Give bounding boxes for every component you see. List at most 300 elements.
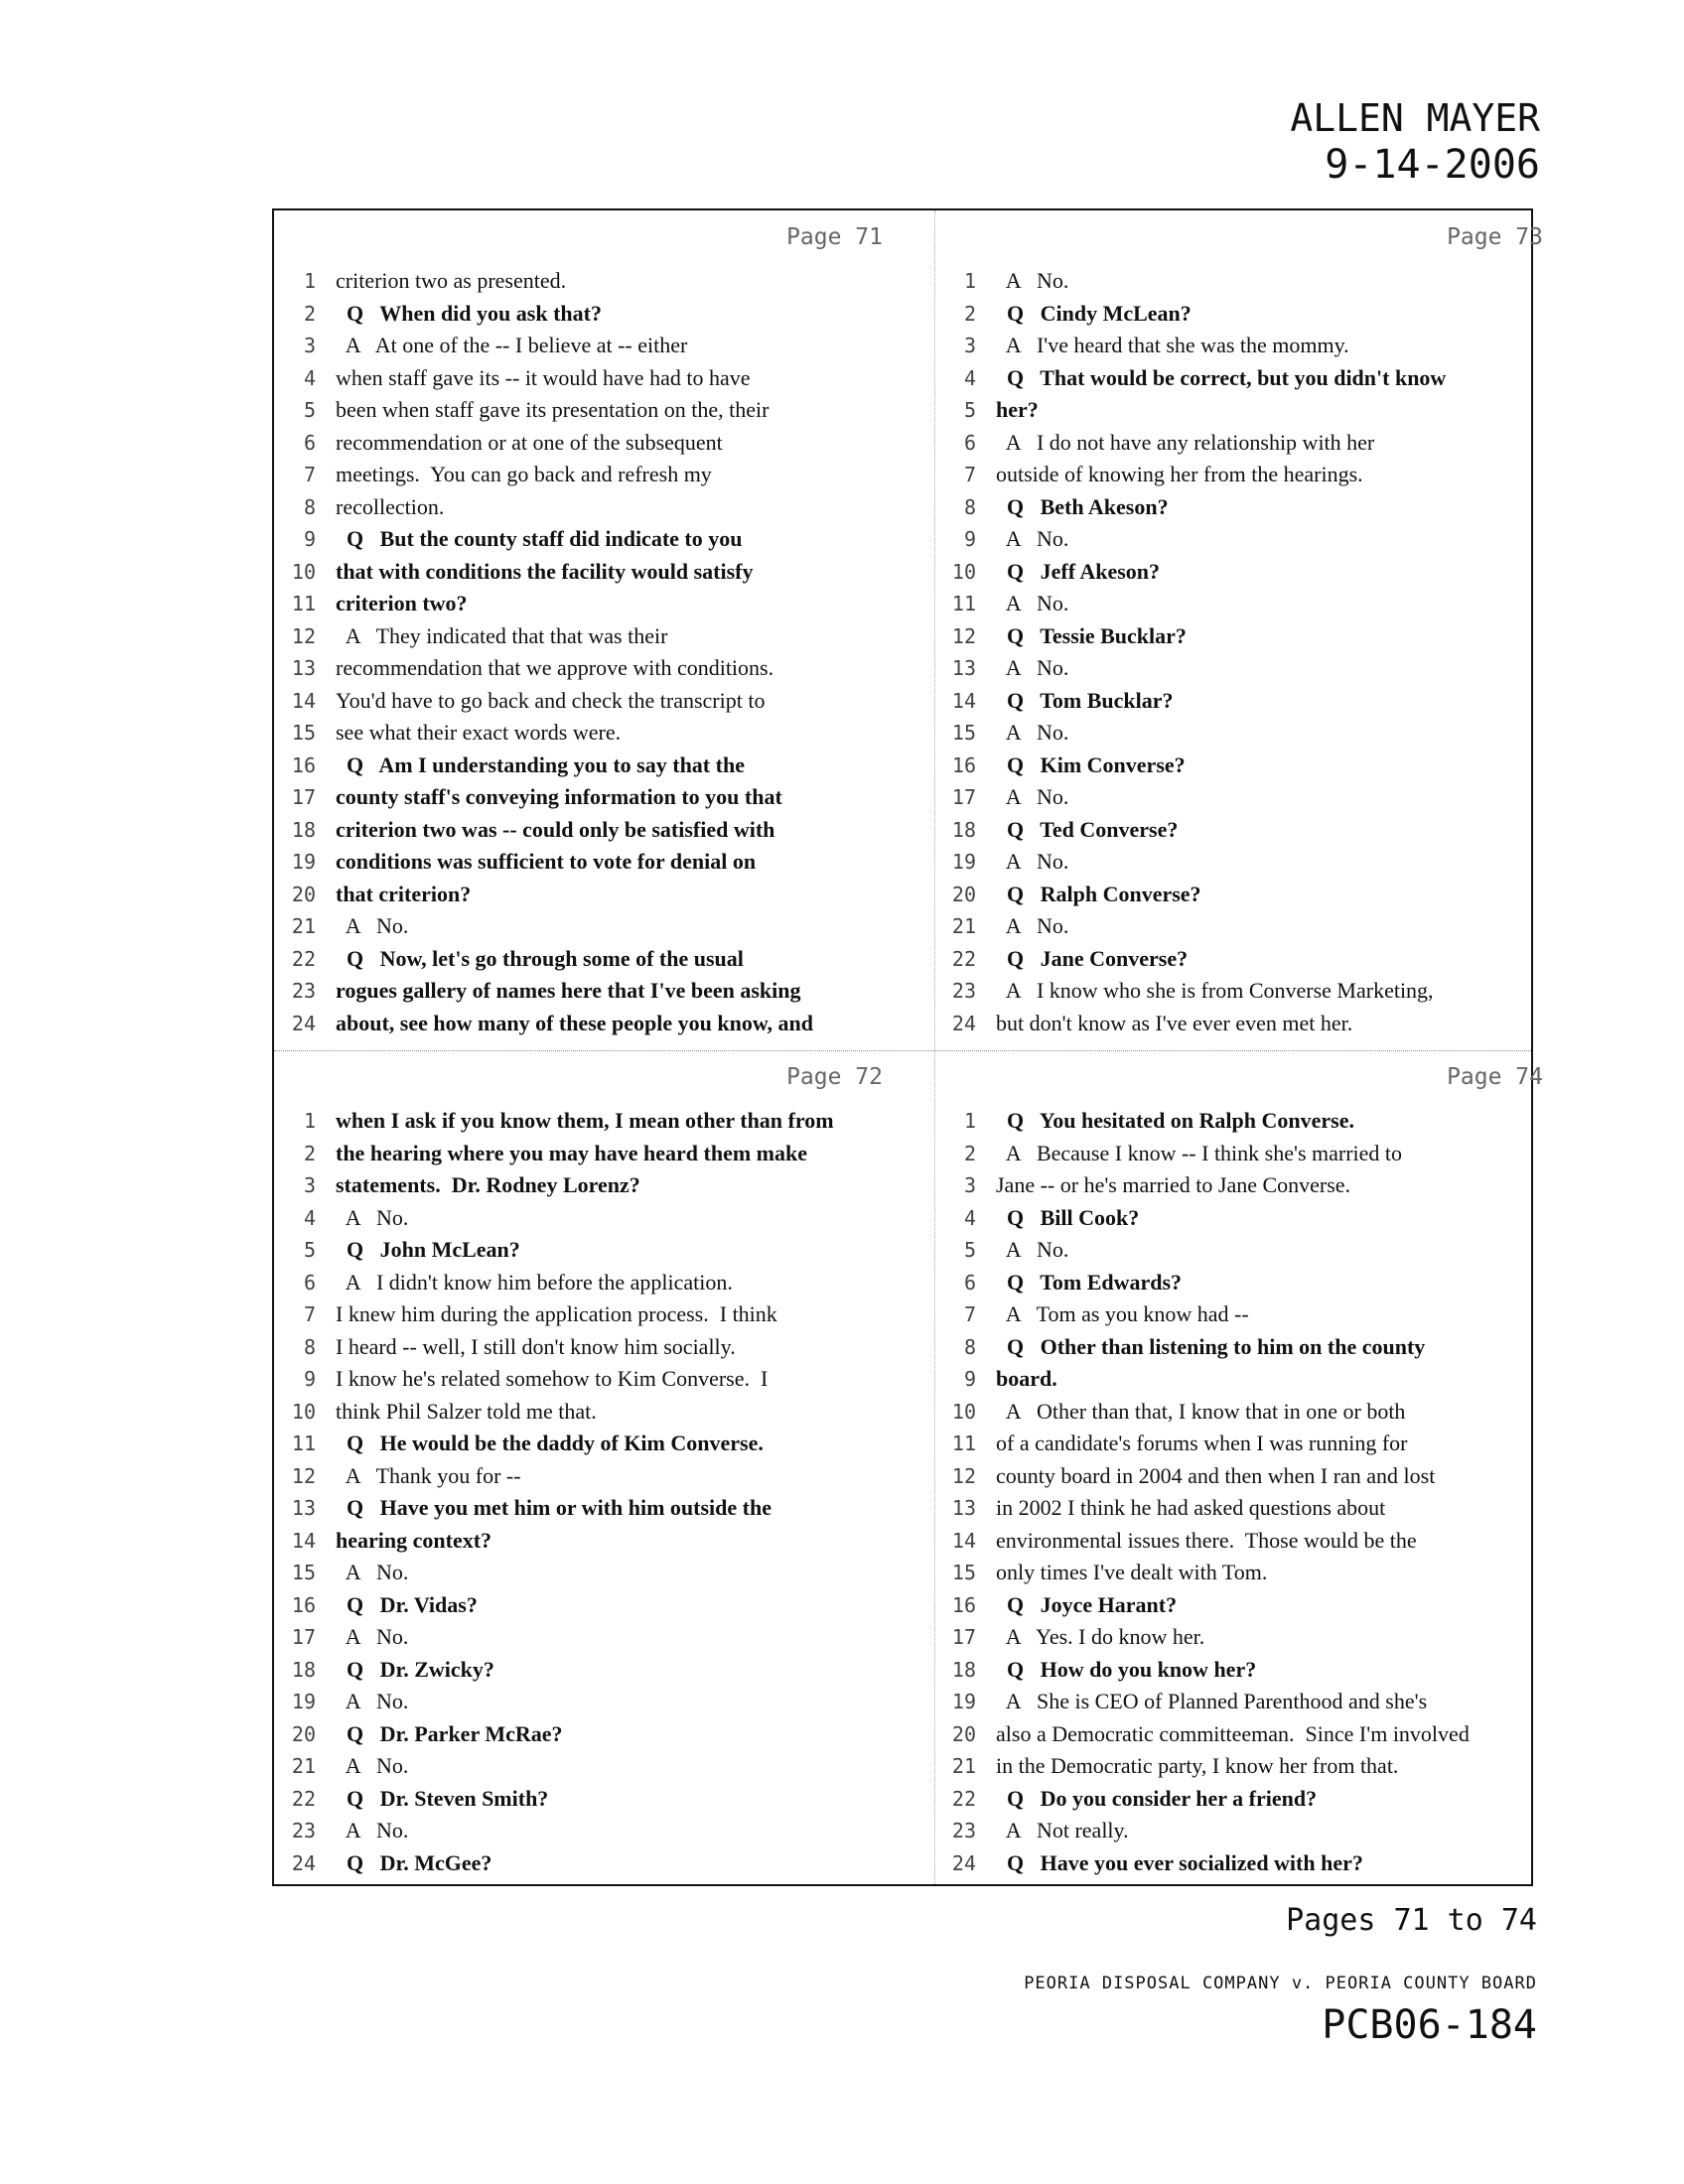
transcript-line [934, 1268, 1595, 1300]
transcript-line [274, 880, 934, 912]
transcript-line [274, 1784, 934, 1817]
transcript-line [934, 847, 1595, 880]
line-number: 1 [963, 269, 976, 293]
transcript-line [934, 266, 1595, 299]
transcript-line [934, 363, 1595, 396]
line-number: 12 [951, 1463, 976, 1488]
line-text: Q Jeff Akeson? [996, 558, 1160, 584]
transcript-line [274, 1590, 934, 1623]
transcript-line [934, 751, 1595, 783]
witness-name: ALLEN MAYER [1290, 96, 1540, 140]
line-number: 13 [951, 1496, 976, 1520]
transcript-line [934, 1687, 1595, 1719]
transcript-line [274, 621, 934, 654]
line-number: 16 [291, 752, 316, 777]
line-number: 24 [951, 1011, 976, 1035]
line-text: about, see how many of these people you know, and [336, 1010, 814, 1035]
line-text: A Other than that, I know that in one or both [996, 1398, 1406, 1424]
line-text: I heard -- well, I still don't know him socially. [336, 1333, 736, 1359]
line-text: Q Dr. Steven Smith? [336, 1785, 549, 1811]
transcript-line [934, 944, 1595, 977]
line-number: 4 [303, 365, 316, 390]
transcript-line [274, 847, 934, 880]
line-number: 11 [951, 592, 976, 615]
transcript-line [934, 653, 1595, 686]
transcript-line [274, 751, 934, 783]
transcript-line [274, 524, 934, 557]
transcript-line [934, 1009, 1595, 1041]
transcript-line [274, 428, 934, 461]
line-text: A I didn't know him before the application. [336, 1269, 733, 1295]
transcript-line [274, 1139, 934, 1171]
line-number: 6 [303, 1270, 316, 1295]
line-number: 9 [303, 1367, 316, 1391]
line-text: county staff's conveying information to you that [336, 784, 782, 809]
transcript-line [934, 1203, 1595, 1236]
transcript-line [274, 1622, 934, 1655]
line-number: 8 [303, 1334, 316, 1359]
line-number: 3 [963, 334, 976, 357]
transcript-line [934, 911, 1595, 944]
line-number: 20 [291, 1721, 316, 1746]
line-text: Q Dr. Zwicky? [336, 1656, 494, 1682]
transcript-line [934, 1816, 1595, 1848]
line-number: 12 [291, 623, 316, 648]
line-text: hearing context? [336, 1527, 492, 1553]
transcript-line [934, 428, 1595, 461]
transcript-line [274, 1429, 934, 1461]
transcript-line [934, 1139, 1595, 1171]
transcript-line [274, 1848, 934, 1881]
line-text: recommendation or at one of the subsequent [336, 429, 723, 455]
line-text: A No. [336, 1624, 409, 1649]
case-caption: PEORIA DISPOSAL COMPANY v. PEORIA COUNTY BOARD [1024, 1974, 1537, 1993]
line-number: 7 [963, 1302, 976, 1326]
transcript-line [274, 1170, 934, 1203]
transcript-line [934, 460, 1595, 492]
page-lines [934, 266, 1595, 1040]
line-text: conditions was sufficient to vote for denial on [336, 849, 757, 874]
line-number: 7 [303, 1302, 316, 1326]
line-number: 22 [951, 946, 976, 971]
page-lines [274, 266, 934, 1040]
page-lines [934, 1106, 1595, 1880]
line-text: Q Beth Akeson? [996, 493, 1169, 519]
transcript-line [934, 1461, 1595, 1494]
line-number: 19 [291, 850, 316, 874]
line-text: recommendation that we approve with conditions. [336, 655, 774, 680]
line-number: 11 [951, 1432, 976, 1455]
transcript-page-74 [934, 1050, 1595, 1892]
line-number: 6 [963, 1270, 976, 1295]
line-text: A They indicated that that was their [336, 622, 668, 648]
line-number: 5 [303, 1238, 316, 1262]
line-number: 20 [951, 1721, 976, 1746]
line-text: meetings. You can go back and refresh my [336, 462, 712, 486]
transcript-line [274, 911, 934, 944]
line-text: A No. [996, 1237, 1069, 1262]
transcript-line [274, 589, 934, 621]
transcript-line [274, 1397, 934, 1430]
pages-range: Pages 71 to 74 [1286, 1903, 1537, 1938]
line-number: 21 [291, 1754, 316, 1778]
line-text: A Thank you for -- [336, 1462, 521, 1488]
line-number: 24 [951, 1850, 976, 1875]
page-number-label: Page 74 [1447, 1064, 1543, 1090]
deposition-date: 9-14-2006 [1325, 142, 1540, 188]
line-number: 12 [291, 1463, 316, 1488]
transcript-line [934, 1397, 1595, 1430]
line-number: 8 [963, 494, 976, 519]
line-text: Q Have you ever socialized with her? [996, 1849, 1363, 1875]
line-text: A I know who she is from Converse Marketing, [996, 978, 1434, 1003]
transcript-line [274, 1299, 934, 1332]
transcript-line [274, 363, 934, 396]
line-text: statements. Dr. Rodney Lorenz? [336, 1172, 640, 1197]
line-number: 21 [291, 914, 316, 938]
transcript-line [934, 1299, 1595, 1332]
line-text: Jane -- or he's married to Jane Converse. [996, 1172, 1351, 1197]
line-text: A No. [996, 913, 1069, 938]
transcript-line [934, 1751, 1595, 1784]
line-number: 16 [291, 1592, 316, 1617]
line-number: 6 [303, 430, 316, 455]
transcript-line [274, 1526, 934, 1559]
line-number: 18 [951, 1657, 976, 1682]
transcript-line [274, 1203, 934, 1236]
line-text: Q Ted Converse? [996, 816, 1179, 842]
line-number: 17 [291, 1625, 316, 1649]
line-text: Q Cindy McLean? [996, 300, 1192, 326]
page-lines [274, 1106, 934, 1880]
line-text: I know he's related somehow to Kim Converse. I [336, 1366, 769, 1391]
line-number: 24 [291, 1011, 316, 1035]
line-text: Q Joyce Harant? [996, 1591, 1178, 1617]
transcript-line [934, 395, 1595, 428]
line-text: Q That would be correct, but you didn't know [996, 364, 1447, 390]
transcript-line [934, 1332, 1595, 1365]
line-number: 2 [303, 301, 316, 326]
docket-number: PCB06-184 [1322, 2002, 1537, 2048]
transcript-line [274, 1364, 934, 1397]
line-text: Q Tom Bucklar? [996, 687, 1174, 713]
transcript-line [274, 1106, 934, 1139]
line-number: 20 [291, 882, 316, 906]
line-number: 23 [291, 1819, 316, 1843]
line-text: Q Bill Cook? [996, 1204, 1140, 1230]
transcript-line [934, 976, 1595, 1009]
line-number: 24 [291, 1850, 316, 1875]
transcript-line [274, 718, 934, 751]
transcript-line [274, 944, 934, 977]
line-number: 15 [951, 721, 976, 745]
line-number: 9 [963, 527, 976, 551]
line-number: 6 [963, 430, 976, 455]
line-text: Q Other than listening to him on the county [996, 1333, 1426, 1359]
line-text: in 2002 I think he had asked questions about [996, 1495, 1386, 1520]
line-number: 4 [963, 365, 976, 390]
line-number: 14 [291, 1528, 316, 1553]
line-text: Q John McLean? [336, 1237, 520, 1262]
line-number: 20 [951, 882, 976, 906]
line-number: 3 [963, 1173, 976, 1197]
line-number: 3 [303, 1173, 316, 1197]
line-text: Q Do you consider her a friend? [996, 1785, 1318, 1811]
transcript-line [934, 1429, 1595, 1461]
transcript-line [274, 1687, 934, 1719]
line-text: Q When did you ask that? [336, 300, 602, 326]
line-number: 18 [291, 817, 316, 842]
line-number: 5 [303, 398, 316, 422]
transcript-line [934, 1622, 1595, 1655]
transcript-line [934, 718, 1595, 751]
line-number: 17 [291, 785, 316, 809]
line-text: A No. [996, 784, 1069, 809]
line-number: 17 [951, 785, 976, 809]
line-number: 3 [303, 334, 316, 357]
transcript-line [934, 492, 1595, 525]
line-text: see what their exact words were. [336, 720, 622, 745]
line-number: 21 [951, 914, 976, 938]
line-text: Q Ralph Converse? [996, 881, 1201, 906]
line-text: Q How do you know her? [996, 1656, 1257, 1682]
transcript-line [934, 1719, 1595, 1752]
line-number: 2 [303, 1141, 316, 1165]
line-text: of a candidate's forums when I was running for [996, 1431, 1408, 1455]
line-number: 2 [963, 301, 976, 326]
line-number: 4 [303, 1205, 316, 1230]
line-text: Q Tessie Bucklar? [996, 622, 1187, 648]
line-number: 14 [951, 688, 976, 713]
line-text: A No. [336, 913, 409, 938]
line-text: You'd have to go back and check the transcript to [336, 687, 766, 713]
line-number: 23 [951, 1819, 976, 1843]
transcript-page-73 [934, 210, 1595, 1052]
line-text: A Tom as you know had -- [996, 1301, 1249, 1326]
line-text: Q Dr. Parker McRae? [336, 1720, 563, 1746]
line-text: A No. [336, 1689, 409, 1713]
line-text: criterion two? [336, 591, 468, 615]
line-text: only times I've dealt with Tom. [996, 1560, 1268, 1584]
line-text: Q Dr. McGee? [336, 1849, 492, 1875]
line-text: that with conditions the facility would satisfy [336, 558, 754, 584]
line-text: Q Dr. Vidas? [336, 1591, 478, 1617]
line-number: 11 [291, 1432, 316, 1455]
line-text: A No. [996, 526, 1069, 551]
line-text: A No. [996, 591, 1069, 615]
transcript-line [274, 1332, 934, 1365]
line-text: I knew him during the application process. I think [336, 1301, 777, 1326]
line-text: environmental issues there. Those would be the [996, 1527, 1417, 1553]
transcript-line [274, 1655, 934, 1688]
transcript-line [274, 1235, 934, 1268]
line-text: A No. [996, 655, 1069, 680]
transcript-line [934, 1364, 1595, 1397]
line-text: A I've heard that she was the mommy. [996, 333, 1349, 357]
transcript-line [934, 1106, 1595, 1139]
line-text: when I ask if you know them, I mean other than from [336, 1108, 834, 1133]
line-number: 16 [951, 752, 976, 777]
transcript-line [934, 1590, 1595, 1623]
line-text: Q Have you met him or with him outside the [336, 1495, 772, 1520]
line-text: that criterion? [336, 881, 472, 906]
line-number: 21 [951, 1754, 976, 1778]
line-number: 18 [951, 817, 976, 842]
transcript-line [274, 1268, 934, 1300]
line-text: A No. [996, 849, 1069, 874]
transcript-line [934, 331, 1595, 363]
line-number: 19 [291, 1690, 316, 1713]
transcript-line [274, 331, 934, 363]
transcript-line [274, 395, 934, 428]
line-number: 12 [951, 623, 976, 648]
line-number: 19 [951, 850, 976, 874]
line-number: 8 [963, 1334, 976, 1359]
line-number: 16 [951, 1592, 976, 1617]
line-text: board. [996, 1366, 1057, 1391]
line-number: 13 [291, 1496, 316, 1520]
line-text: A No. [336, 1204, 409, 1230]
line-text: Q Now, let's go through some of the usual [336, 945, 744, 971]
transcript-line [274, 815, 934, 848]
page-number-label: Page 72 [786, 1064, 883, 1090]
transcript-line [274, 976, 934, 1009]
transcript-line [934, 1493, 1595, 1526]
line-number: 14 [951, 1528, 976, 1553]
line-text: county board in 2004 and then when I ran and lost [996, 1462, 1436, 1488]
transcript-line [934, 621, 1595, 654]
line-text: criterion two as presented. [336, 268, 567, 293]
line-number: 10 [291, 559, 316, 584]
line-number: 10 [951, 559, 976, 584]
line-text: think Phil Salzer told me that. [336, 1398, 597, 1424]
transcript-line [274, 782, 934, 815]
transcript-line [274, 653, 934, 686]
line-number: 1 [303, 269, 316, 293]
line-text: criterion two was -- could only be satisfied with [336, 816, 775, 842]
line-number: 7 [963, 463, 976, 486]
line-text: Q Jane Converse? [996, 945, 1189, 971]
line-number: 15 [291, 1561, 316, 1584]
line-number: 7 [303, 463, 316, 486]
transcript-page-72 [274, 1050, 934, 1892]
transcript-line [934, 815, 1595, 848]
transcript-line [274, 686, 934, 719]
transcript-line [274, 1751, 934, 1784]
line-number: 15 [291, 721, 316, 745]
transcript-line [934, 782, 1595, 815]
line-number: 11 [291, 592, 316, 615]
transcript-line [274, 1558, 934, 1590]
transcript-line [934, 557, 1595, 590]
line-text: Q Kim Converse? [996, 751, 1186, 777]
line-text: Q But the county staff did indicate to you [336, 526, 743, 551]
line-text: A At one of the -- I believe at -- either [336, 333, 688, 357]
line-text: A No. [336, 1753, 409, 1778]
transcript-line [274, 557, 934, 590]
line-text: A Because I know -- I think she's married to [996, 1140, 1403, 1165]
line-text: when staff gave its -- it would have had to have [336, 364, 751, 390]
line-number: 13 [951, 656, 976, 680]
transcript-line [274, 299, 934, 332]
line-text: A No. [996, 268, 1069, 293]
line-number: 5 [963, 1238, 976, 1262]
transcript-line [274, 1461, 934, 1494]
line-number: 5 [963, 398, 976, 422]
line-text: A No. [336, 1818, 409, 1843]
line-text: Q Tom Edwards? [996, 1269, 1183, 1295]
transcript-line [934, 524, 1595, 557]
transcript-line [934, 1655, 1595, 1688]
line-number: 4 [963, 1205, 976, 1230]
line-text: in the Democratic party, I know her from that. [996, 1753, 1399, 1778]
line-number: 23 [951, 979, 976, 1003]
transcript-line [274, 1493, 934, 1526]
line-number: 1 [303, 1109, 316, 1133]
line-text: Q Am I understanding you to say that the [336, 751, 745, 777]
line-text: but don't know as I've ever even met her. [996, 1010, 1353, 1035]
line-number: 22 [951, 1786, 976, 1811]
line-number: 19 [951, 1690, 976, 1713]
line-text: A Yes. I do know her. [996, 1624, 1205, 1649]
line-number: 9 [303, 527, 316, 551]
transcript-line [934, 1848, 1595, 1881]
line-number: 9 [963, 1367, 976, 1391]
transcript-line [274, 1816, 934, 1848]
transcript-line [934, 686, 1595, 719]
transcript-line [934, 1235, 1595, 1268]
line-text: been when staff gave its presentation on the, their [336, 397, 770, 422]
line-text: outside of knowing her from the hearings. [996, 462, 1363, 486]
transcript-line [934, 299, 1595, 332]
line-number: 2 [963, 1141, 976, 1165]
page-number-label: Page 71 [786, 224, 883, 250]
line-text: Q He would be the daddy of Kim Converse. [336, 1431, 764, 1455]
line-text: her? [996, 397, 1039, 422]
line-number: 22 [291, 1786, 316, 1811]
transcript-line [934, 1526, 1595, 1559]
line-text: A No. [336, 1560, 409, 1584]
transcript-line [274, 460, 934, 492]
line-text: A I do not have any relationship with her [996, 429, 1375, 455]
line-number: 10 [291, 1399, 316, 1424]
line-number: 15 [951, 1561, 976, 1584]
line-number: 22 [291, 946, 316, 971]
line-number: 23 [291, 979, 316, 1003]
transcript-line [274, 492, 934, 525]
line-number: 10 [951, 1399, 976, 1424]
transcript-line [934, 1784, 1595, 1817]
line-text: A She is CEO of Planned Parenthood and she's [996, 1689, 1428, 1713]
line-number: 13 [291, 656, 316, 680]
line-number: 8 [303, 494, 316, 519]
line-number: 14 [291, 688, 316, 713]
transcript-line [934, 589, 1595, 621]
line-number: 17 [951, 1625, 976, 1649]
transcript-line [934, 1170, 1595, 1203]
line-text: rogues gallery of names here that I've been asking [336, 978, 801, 1003]
transcript-page-71 [274, 210, 934, 1052]
transcript-line [274, 1009, 934, 1041]
line-number: 18 [291, 1657, 316, 1682]
transcript-line [274, 266, 934, 299]
line-text: A Not really. [996, 1818, 1129, 1843]
transcript-line [934, 880, 1595, 912]
line-text: also a Democratic committeeman. Since I'm involved [996, 1720, 1470, 1746]
transcript-line [934, 1558, 1595, 1590]
transcript-line [274, 1719, 934, 1752]
line-number: 1 [963, 1109, 976, 1133]
